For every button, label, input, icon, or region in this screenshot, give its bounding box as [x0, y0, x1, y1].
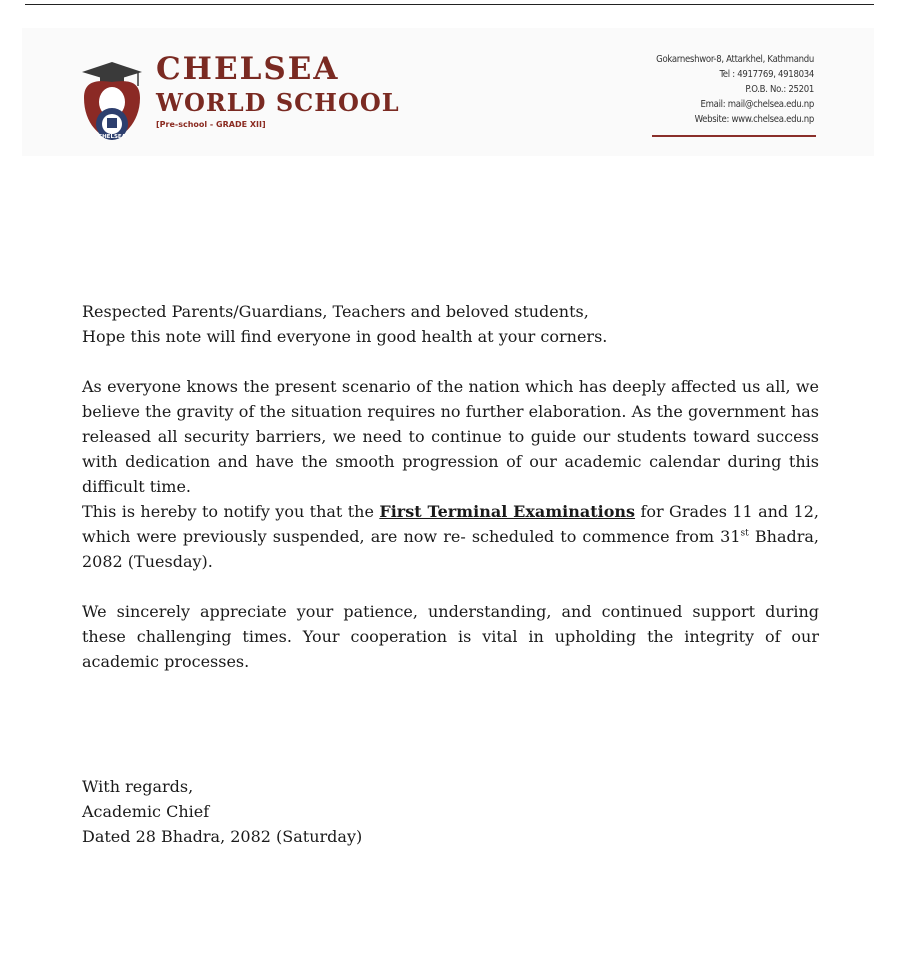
- exam-notice-middle: for Grades 11 and 12, which were previously suspended, are now re- scheduled to commence from 31: [82, 502, 820, 546]
- greeting: Hope this note will find everyone in good health at your corners.: [82, 327, 608, 346]
- exam-notice-tail: Bhadra, 2082 (Tuesday).: [82, 527, 820, 571]
- school-name-line1: CHELSEA: [156, 51, 340, 87]
- school-name: [156, 51, 400, 129]
- paragraph-exam-notice: [82, 499, 819, 574]
- closing: With regards,: [82, 777, 194, 796]
- salutation: Respected Parents/Guardians, Teachers and beloved students,: [82, 302, 589, 321]
- contact-underline: [652, 135, 816, 137]
- contact-pob: P.O.B. No.: 25201: [745, 84, 814, 95]
- school-subtitle: [Pre-school - GRADE XII]: [156, 120, 266, 129]
- date-ordinal-suffix: st: [740, 528, 749, 539]
- dated-line: Dated 28 Bhadra, 2082 (Saturday): [82, 827, 363, 846]
- paragraph-situation: As everyone knows the present scenario of the nation which has deeply affected us all, we believe the gravity of the situation requires no further elaboration. As the government has released all security barriers, we need to continue to guide our students toward success with dedication and have the smooth progression of our academic calendar during this difficult time.: [82, 377, 819, 496]
- contact-block: [656, 52, 814, 127]
- contact-tel: Tel : 4917769, 4918034: [719, 69, 814, 80]
- emblem-text: CHELSEA: [98, 134, 126, 140]
- top-rule: [25, 4, 874, 5]
- paragraph-appreciation: We sincerely appreciate your patience, understanding, and continued support during these challenging times. Your cooperation is vital in upholding the integrity of our academic processes.: [82, 602, 819, 671]
- exam-title: First Terminal Examinations: [379, 502, 636, 521]
- contact-email: Email: mail@chelsea.edu.np: [700, 99, 814, 110]
- exam-notice-lead: This is hereby to notify you that the: [82, 502, 380, 521]
- signatory: Academic Chief: [82, 802, 210, 821]
- contact-website: Website: www.chelsea.edu.np: [694, 114, 814, 125]
- school-name-line2: WORLD SCHOOL: [156, 88, 400, 117]
- school-emblem-icon: [76, 50, 146, 145]
- contact-address: Gokarneshwor-8, Attarkhel, Kathmandu: [656, 54, 814, 65]
